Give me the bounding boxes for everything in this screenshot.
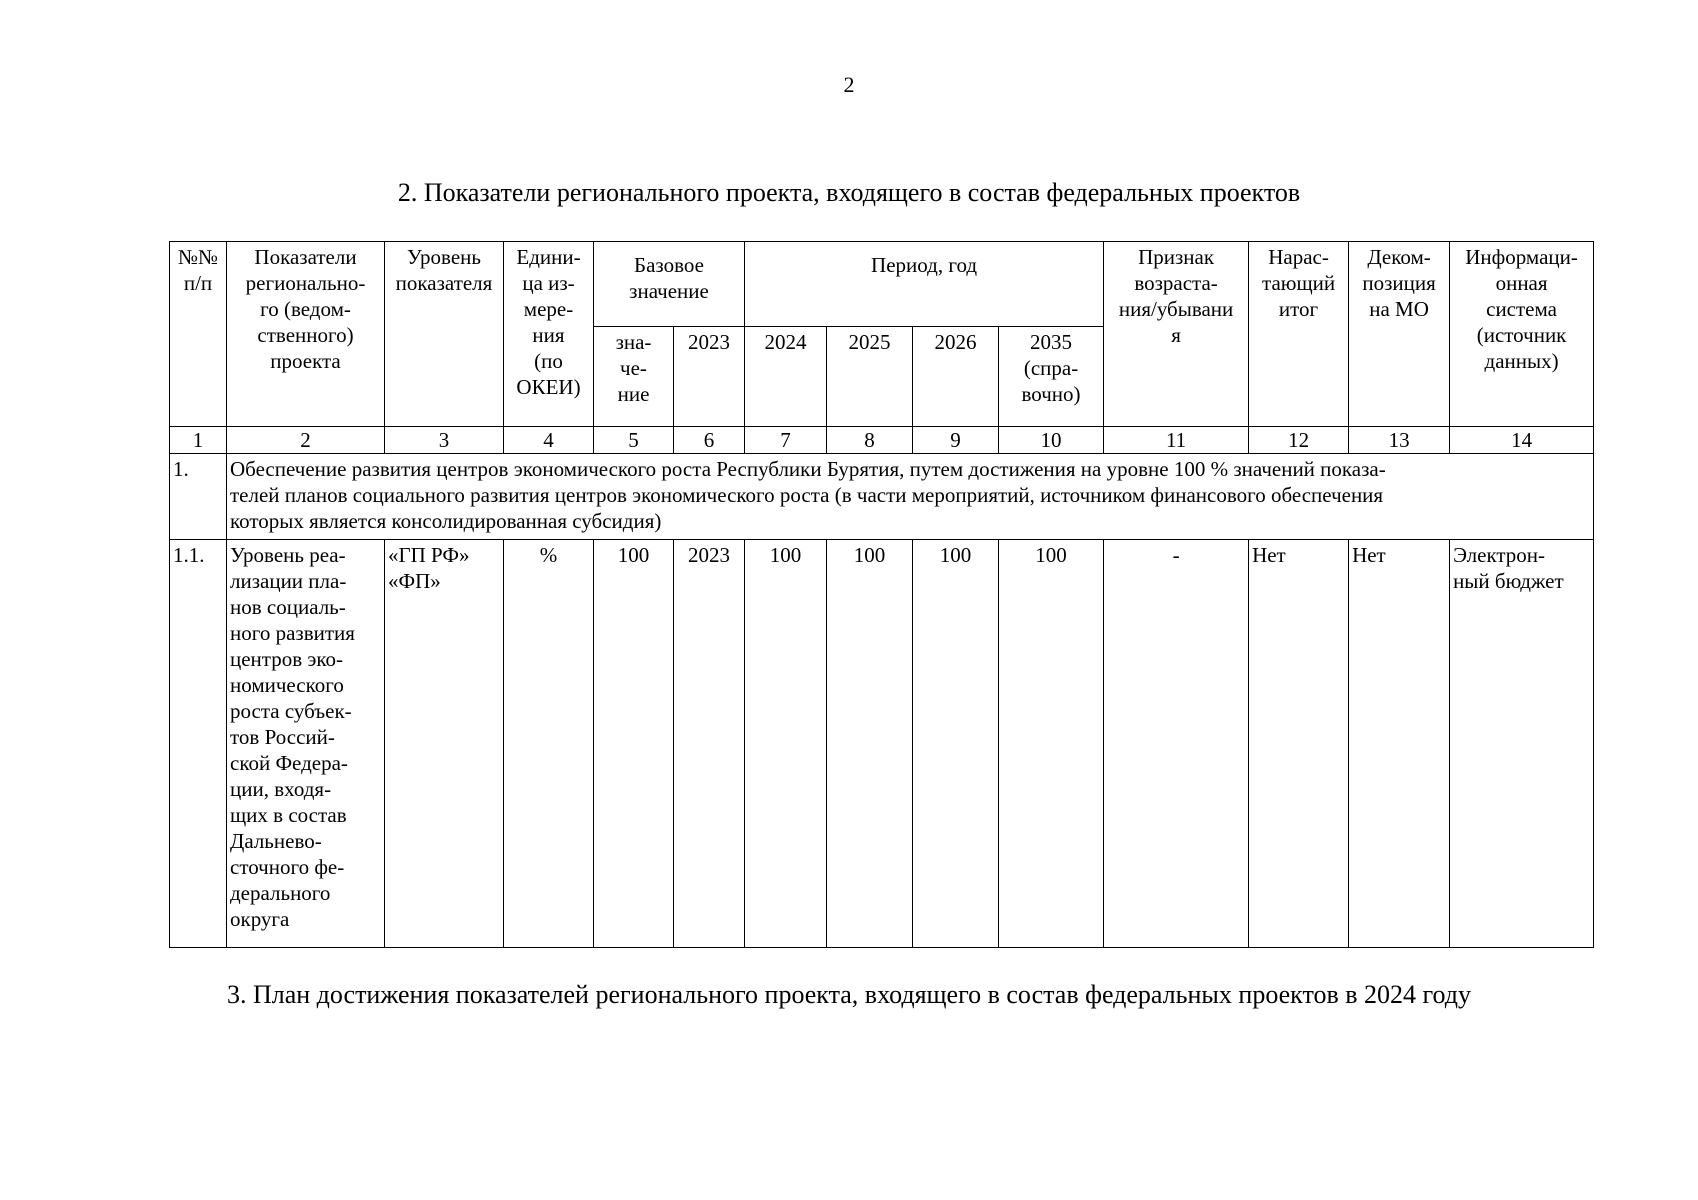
row-base-value: 100 (594, 540, 674, 948)
header-trend: Признак возраста- ния/убывани я (1104, 242, 1249, 427)
header-year-2024: 2024 (745, 327, 827, 427)
column-number: 4 (504, 427, 594, 454)
column-number: 14 (1450, 427, 1594, 454)
row-number: 1.1. (170, 540, 227, 948)
group-number: 1. (170, 454, 227, 540)
header-base-value: Базовое значение (594, 242, 745, 327)
header-year-2035: 2035 (спра- вочно) (999, 327, 1104, 427)
column-number: 11 (1104, 427, 1249, 454)
header-indicator: Показатели регионально- го (ведом- ственного) проекта (227, 242, 385, 427)
column-number: 9 (913, 427, 999, 454)
column-number: 3 (385, 427, 504, 454)
row-value-2024: 100 (745, 540, 827, 948)
header-base-value-year: 2023 (674, 327, 745, 427)
row-level: «ГП РФ» «ФП» (385, 540, 504, 948)
row-decomposition: Нет (1349, 540, 1450, 948)
header-unit: Едини- ца из- мере- ния (по ОКЕИ) (504, 242, 594, 427)
column-number: 13 (1349, 427, 1450, 454)
column-number: 5 (594, 427, 674, 454)
group-description: Обеспечение развития центров экономического роста Республики Бурятия, путем достижения на уровне 100 % значений показа- телей планов социального развития центров экономического роста (в части мероприятий, источником финансового обеспечения которых является консолидированная субсидия) (227, 454, 1594, 540)
column-numbers-row (170, 427, 1594, 454)
column-number: 1 (170, 427, 227, 454)
column-number: 2 (227, 427, 385, 454)
row-value-2035: 100 (999, 540, 1104, 948)
column-number: 7 (745, 427, 827, 454)
row-unit: % (504, 540, 594, 948)
header-row-1 (170, 242, 1594, 327)
indicators-table (169, 241, 1594, 948)
table-row (170, 540, 1594, 948)
header-year-2025: 2025 (827, 327, 913, 427)
section-2-title: 2. Показатели регионального проекта, входящего в состав федеральных проектов (397, 178, 1301, 207)
row-value-2025: 100 (827, 540, 913, 948)
column-number: 12 (1249, 427, 1349, 454)
row-trend: - (1104, 540, 1249, 948)
section-3-title: 3. План достижения показателей регионального проекта, входящего в состав федеральных проектов в 2024 году (226, 980, 1472, 1009)
header-info-system: Информаци- онная система (источник данных) (1450, 242, 1594, 427)
header-base-value-value: зна- че- ние (594, 327, 674, 427)
row-info-system: Электрон- ный бюджет (1450, 540, 1594, 948)
header-num: №№ п/п (170, 242, 227, 427)
column-number: 6 (674, 427, 745, 454)
group-row (170, 454, 1594, 540)
page-number: 2 (843, 72, 855, 97)
row-indicator: Уровень реа- лизации пла- нов социаль- ного развития центров эко- номического роста субъек- тов Россий- ской Федера- ции, входя- щих в состав Дальнево- сточного фе- дерального округа (227, 540, 385, 948)
column-number: 10 (999, 427, 1104, 454)
header-decomposition: Деком- позиция на МО (1349, 242, 1450, 427)
header-year-2026: 2026 (913, 327, 999, 427)
row-value-2026: 100 (913, 540, 999, 948)
row-base-year: 2023 (674, 540, 745, 948)
column-number: 8 (827, 427, 913, 454)
header-period: Период, год (745, 242, 1104, 327)
header-cumulative: Нарас- тающий итог (1249, 242, 1349, 427)
row-cumulative: Нет (1249, 540, 1349, 948)
header-level: Уровень показателя (385, 242, 504, 427)
